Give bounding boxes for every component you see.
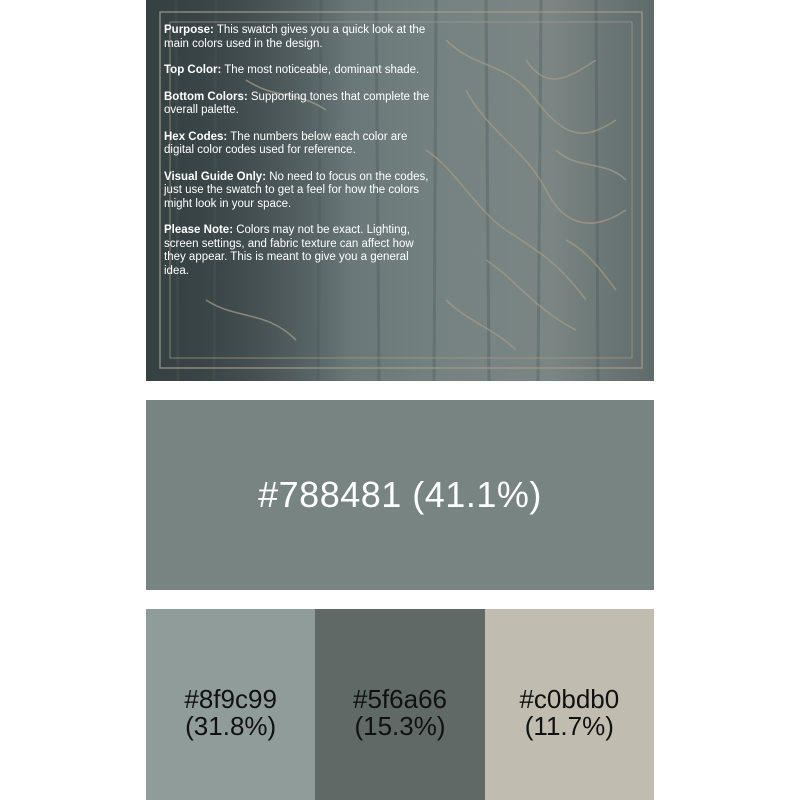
info-visual-guide: Visual Guide Only: No need to focus on the codes, just use the swatch to get a feel for how the colors might look in your space. (164, 170, 429, 210)
top-color-label: #788481 (41.1%) (258, 474, 542, 515)
swatch-3-percent: (11.7%) (524, 710, 614, 741)
info-text (164, 24, 434, 291)
info-hex-codes: Hex Codes: The numbers below each color are digital color codes used for reference. (164, 130, 408, 156)
bottom-colors-row (146, 609, 654, 800)
swatch-2-percent: (15.3%) (354, 710, 446, 741)
swatch-1-percent: (31.8%) (185, 710, 277, 741)
rug-photo (146, 0, 654, 381)
swatch-3-code: #c0bdb0 (519, 683, 620, 714)
bottom-color-swatch-2 (315, 609, 484, 800)
swatch-1-code: #8f9c99 (184, 683, 277, 714)
info-top-color: Top Color: The most noticeable, dominant shade. (164, 64, 420, 76)
info-purpose: Purpose: This swatch gives you a quick look at the main colors used in the design. (164, 24, 426, 50)
info-bottom-colors: Bottom Colors: Supporting tones that complete the overall palette. (164, 90, 430, 116)
info-please-note: Please Note: Colors may not be exact. Lighting, screen settings, and fabric texture can affect how they appear. This is meant to give you a general idea. (164, 224, 414, 277)
bottom-color-swatch-1 (146, 609, 315, 800)
swatch-2-code: #5f6a66 (353, 683, 447, 714)
top-color-swatch (146, 400, 654, 590)
bottom-color-swatch-3 (485, 609, 654, 800)
